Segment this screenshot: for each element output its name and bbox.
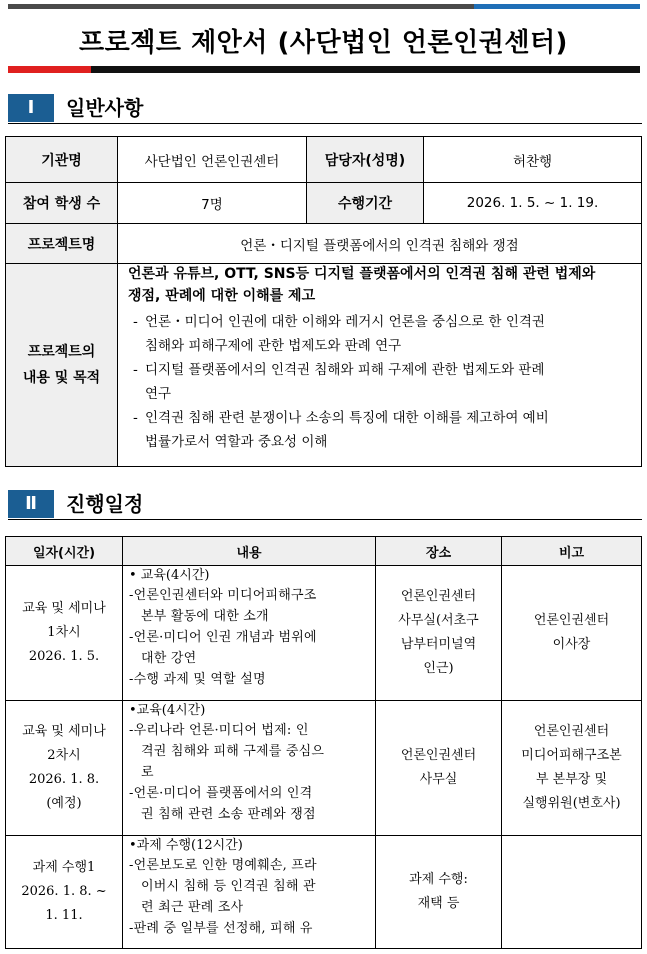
content-head: •과제 수행(12시간) — [129, 838, 243, 853]
content-line: 련 최근 판례 조사 — [141, 900, 244, 915]
date-line: 교육 및 세미나 — [22, 601, 106, 616]
note-line: 언론인권센터 — [533, 613, 610, 628]
content-line: -우리나라 언론·미디어 법제: 인 — [129, 723, 309, 738]
manager-value: 허찬행 — [424, 137, 642, 183]
header-rule-blue — [474, 4, 640, 9]
section-2-title: 진행일정 — [66, 492, 144, 516]
date-line: 2026. 1. 5. — [28, 649, 100, 664]
schedule-content — [123, 836, 376, 949]
schedule-date — [6, 836, 123, 949]
date-line: 2026. 1. 8. ~ — [21, 884, 107, 899]
schedule-place — [376, 836, 502, 949]
section-1-underline — [8, 123, 642, 124]
purpose-item-line: 언론・미디어 인권에 대한 이해와 레거시 언론을 중심으로 한 인격권 — [145, 314, 545, 330]
header-note: 비고 — [502, 537, 642, 566]
place-line: 과제 수행: — [409, 872, 468, 887]
section-2-number: Ⅱ — [8, 490, 54, 518]
purpose-item-dash: - — [133, 410, 138, 426]
schedule-content — [123, 566, 376, 701]
period-value: 2026. 1. 5. ~ 1. 19. — [424, 183, 642, 224]
date-line: 2026. 1. 8. — [28, 772, 100, 787]
note-line: 부 본부장 및 — [535, 772, 608, 787]
purpose-item-line: 연구 — [145, 386, 172, 402]
purpose-headline-1: 언론과 유튜브, OTT, SNS등 디지털 플랫폼에서의 인격권 침해 관련 법제와 — [128, 266, 596, 282]
date-line: 2차시 — [47, 748, 81, 763]
manager-label: 담당자(성명) — [307, 137, 424, 183]
section-1-header — [8, 94, 642, 122]
purpose-label-line-2: 내용 및 목적 — [22, 370, 101, 386]
content-line: -수행 과제 및 역할 설명 — [129, 672, 266, 687]
content-item — [129, 720, 372, 783]
content-line: 로 — [141, 765, 154, 780]
header-date: 일자(시간) — [6, 537, 123, 566]
period-label: 수행기간 — [307, 183, 424, 224]
date-line: 1차시 — [47, 625, 81, 640]
content-item — [129, 627, 372, 669]
content-head: • 교육(4시간) — [129, 568, 210, 583]
purpose-item-line: 디지털 플랫폼에서의 인격권 침해와 피해 구제에 관한 법제도와 판례 — [145, 362, 545, 378]
schedule-content — [123, 701, 376, 836]
purpose-label — [6, 264, 118, 467]
purpose-item-line: 침해와 피해구제에 관한 법제도와 판례 연구 — [145, 338, 402, 354]
note-line: 미디어피해구조본 — [521, 748, 622, 763]
schedule-note — [502, 836, 642, 949]
title-rule-red — [8, 66, 91, 73]
content-line: 권 침해 관련 소송 판례와 쟁점 — [141, 807, 316, 822]
content-line: 격권 침해와 피해 구제를 중심으 — [141, 744, 325, 759]
org-value: 사단법인 언론인권센터 — [118, 137, 307, 183]
note-line: 실행위원(변호사) — [522, 796, 621, 811]
content-line: 대한 강연 — [141, 651, 197, 666]
place-line: 사무실 — [419, 772, 458, 787]
schedule-table — [5, 536, 642, 949]
note-line: 언론인권센터 — [533, 724, 610, 739]
content-item — [129, 918, 372, 939]
content-item — [129, 669, 372, 690]
header-content: 내용 — [123, 537, 376, 566]
place-line: 사무실(서초구 — [398, 613, 479, 628]
date-line: 교육 및 세미나 — [22, 724, 106, 739]
purpose-item — [128, 358, 633, 406]
schedule-note — [502, 701, 642, 836]
purpose-item-dash: - — [133, 314, 138, 330]
schedule-date — [6, 566, 123, 701]
purpose-headline-2: 쟁점, 판례에 대한 이해를 제고 — [128, 288, 316, 304]
schedule-note — [502, 566, 642, 701]
title-rule-black — [91, 66, 640, 73]
place-line: 인근) — [423, 661, 454, 676]
students-value: 7명 — [118, 183, 307, 224]
purpose-item — [128, 406, 633, 454]
content-line: -언론인권센터와 미디어피해구조 — [129, 588, 317, 603]
content-line: -판례 중 일부를 선정해, 피해 유 — [129, 921, 313, 936]
document-title: 프로젝트 제안서 (사단법인 언론인권센터) — [79, 28, 568, 58]
place-line: 언론인권센터 — [400, 748, 477, 763]
section-2-header — [8, 490, 642, 518]
place-line: 언론인권센터 — [400, 589, 477, 604]
date-line: 1. 11. — [45, 908, 83, 923]
schedule-place — [376, 701, 502, 836]
section-1-title: 일반사항 — [66, 96, 144, 120]
project-name-label: 프로젝트명 — [6, 224, 118, 264]
org-label: 기관명 — [6, 137, 118, 183]
purpose-item-dash: - — [133, 362, 138, 378]
section-1-number: Ⅰ — [8, 94, 54, 122]
students-label: 참여 학생 수 — [6, 183, 118, 224]
date-line: (예정) — [46, 796, 82, 811]
place-line: 남부터미널역 — [400, 637, 477, 652]
place-line: 재택 등 — [417, 896, 460, 911]
project-name-value: 언론・디지털 플랫폼에서의 인격권 침해와 쟁점 — [118, 224, 642, 264]
header-place: 장소 — [376, 537, 502, 566]
content-head: •교육(4시간) — [129, 703, 206, 718]
purpose-item-line: 인격권 침해 관련 분쟁이나 소송의 특징에 대한 이해를 제고하여 예비 — [145, 410, 549, 426]
content-item — [129, 855, 372, 918]
schedule-date — [6, 701, 123, 836]
content-line: 본부 활동에 대한 소개 — [141, 609, 269, 624]
content-line: -언론·미디어 플랫폼에서의 인격 — [129, 786, 313, 801]
content-item — [129, 783, 372, 825]
content-line: -언론보도로 인한 명예훼손, 프라 — [129, 858, 317, 873]
general-info-table — [5, 136, 642, 467]
content-line: 이버시 침해 등 인격권 침해 관 — [141, 879, 316, 894]
date-line: 과제 수행1 — [32, 860, 96, 875]
note-line: 이사장 — [552, 637, 591, 652]
section-2-underline — [8, 519, 642, 520]
purpose-content — [118, 264, 642, 467]
purpose-item-line: 법률가로서 역할과 중요성 이해 — [145, 434, 328, 450]
content-item — [129, 585, 372, 627]
schedule-place — [376, 566, 502, 701]
header-rule-dark — [8, 4, 474, 9]
purpose-label-line-1: 프로젝트의 — [27, 344, 96, 360]
content-line: -언론·미디어 인권 개념과 범위에 — [129, 630, 317, 645]
purpose-item — [128, 310, 633, 358]
